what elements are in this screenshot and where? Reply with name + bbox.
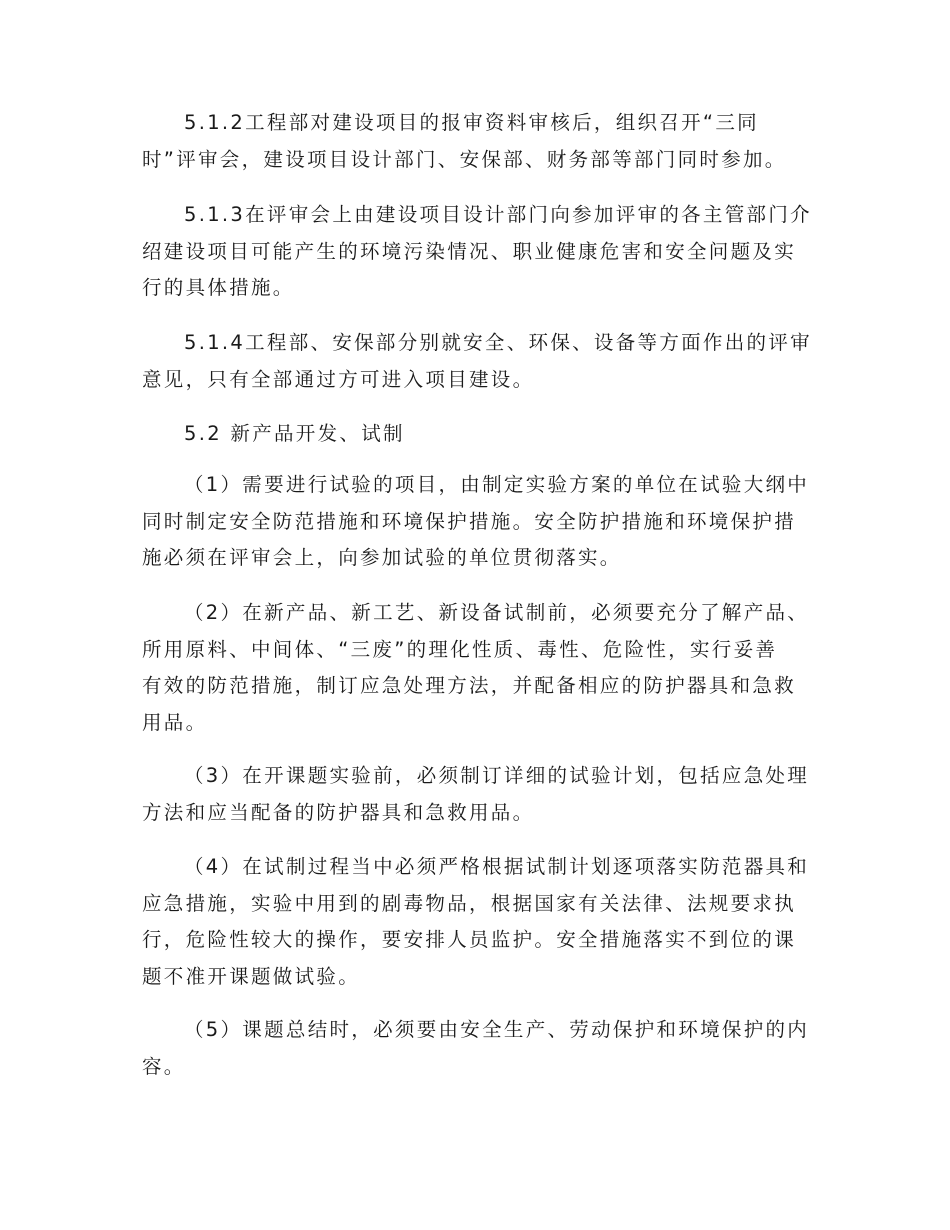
text-line: （5）课题总结时，必须要由安全生产、劳动保护和环境保护的内 <box>184 1018 810 1041</box>
section-heading-text: 5.2 新产品开发、试制 <box>184 422 405 445</box>
paragraph-item-2 <box>142 595 822 741</box>
section-heading-5-2 <box>142 416 822 453</box>
text-line: 同时制定安全防范措施和环境保护措施。安全防护措施和环境保护措 <box>142 509 797 533</box>
paragraph-5-1-3 <box>142 197 822 307</box>
paragraph-5-1-2 <box>142 105 822 178</box>
text-line: 用品。 <box>142 710 208 734</box>
text-line: 有效的防范措施，制订应急处理方法，并配备相应的防护器具和急救 <box>142 674 797 697</box>
paragraph-item-4 <box>142 849 822 995</box>
text-line: （2）在新产品、新工艺、新设备试制前，必须要充分了解产品、 <box>184 601 810 624</box>
text-line: 5.1.4工程部、安保部分别就安全、环保、设备等方面作出的评审 <box>184 331 812 354</box>
text-line: （3）在开课题实验前，必须制订详细的试验计划，包括应急处理 <box>184 764 810 787</box>
text-line: 所用原料、中间体、“三废”的理化性质、毒性、危险性，实行妥善 <box>142 637 778 661</box>
text-line: 施必须在评审会上，向参加试验的单位贯彻落实。 <box>142 546 622 569</box>
text-line: 绍建设项目可能产生的环境污染情况、职业健康危害和安全问题及实 <box>142 239 797 263</box>
paragraph-item-5 <box>142 1012 822 1085</box>
text-line: 5.1.2工程部对建设项目的报审资料审核后，组织召开“三同 <box>184 111 759 134</box>
text-line: 题不准开课题做试验。 <box>142 964 361 988</box>
text-line: 方法和应当配备的防护器具和急救用品。 <box>142 800 535 824</box>
paragraph-5-1-4 <box>142 325 822 398</box>
text-line: 5.1.3在评审会上由建设项目设计部门向参加评审的各主管部门介 <box>184 203 812 226</box>
text-line: （1）需要进行试验的项目，由制定实验方案的单位在试验大纲中 <box>184 473 810 496</box>
text-line: 意见，只有全部通过方可进入项目建设。 <box>142 367 535 391</box>
text-line: 时”评审会，建设项目设计部门、安保部、财务部等部门同时参加。 <box>142 147 787 171</box>
text-line: 容。 <box>142 1054 186 1078</box>
text-line: 应急措施，实验中用到的剧毒物品，根据国家有关法律、法规要求执 <box>142 891 797 915</box>
text-line: 行的具体措施。 <box>142 276 295 299</box>
text-line: 行，危险性较大的操作，要安排人员监护。安全措施落实不到位的课 <box>142 928 797 951</box>
paragraph-item-3 <box>142 758 822 831</box>
text-line: （4）在试制过程当中必须严格根据试制计划逐项落实防范器具和 <box>184 855 810 878</box>
paragraph-item-1 <box>142 467 822 577</box>
